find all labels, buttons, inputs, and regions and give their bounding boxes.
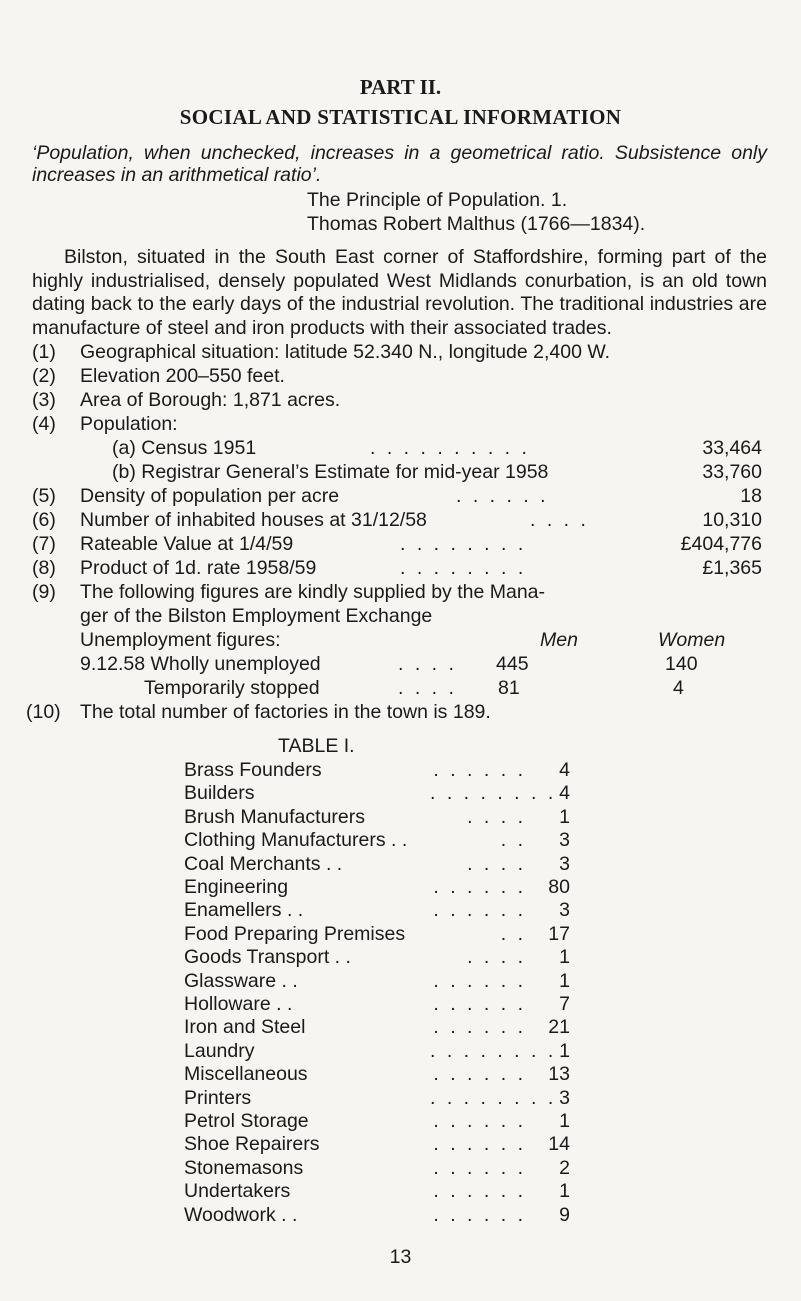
item-text: The total number of factories in the town is 189. xyxy=(80,701,491,723)
leader-dots: . . . . . . xyxy=(433,899,526,922)
leader-dots: . . . . . . xyxy=(433,1180,526,1203)
factory-count: 4 xyxy=(559,782,570,805)
factory-type: Woodwork . . xyxy=(184,1203,298,1226)
item-text: Number of inhabited houses at 31/12/58 xyxy=(80,509,427,531)
factory-count: 4 xyxy=(559,759,570,781)
factory-count: 1 xyxy=(559,946,570,969)
item-value: 18 xyxy=(740,485,762,507)
page-number: 13 xyxy=(389,1246,412,1268)
factory-count: 1 xyxy=(559,969,570,992)
row-label: Temporarily stopped xyxy=(144,677,320,699)
unemployment-label: Unemployment figures: xyxy=(80,629,281,651)
item-number: (1) xyxy=(32,341,56,363)
item-value: £1,365 xyxy=(702,557,762,579)
item-number: (3) xyxy=(32,389,56,411)
item-value: £404,776 xyxy=(680,533,762,555)
leader-dots: . . . . xyxy=(467,805,526,828)
leader-dots: . . xyxy=(500,922,526,945)
leader-dots: . . . . . . xyxy=(433,969,526,992)
item-value: 10,310 xyxy=(702,509,762,531)
epigraph-source-title: The Principle of Population. 1. xyxy=(307,189,568,211)
factory-count: 80 xyxy=(548,876,570,898)
item-number: (10) xyxy=(26,701,61,723)
factory-count: 3 xyxy=(559,852,570,875)
factory-type: Miscellaneous xyxy=(184,1063,308,1086)
item-number: (8) xyxy=(32,557,56,579)
item-number: (9) xyxy=(32,581,56,603)
factory-type: Glassware . . xyxy=(184,969,298,992)
factory-count: 3 xyxy=(559,899,570,922)
factory-count: 7 xyxy=(559,993,570,1015)
factory-type: Laundry xyxy=(184,1039,255,1062)
leader-dots: . . . . xyxy=(530,509,589,531)
item-text: The following figures are kindly supplied by the Mana- xyxy=(80,581,546,603)
factory-type: Iron and Steel xyxy=(184,1016,306,1039)
factory-count: 3 xyxy=(559,1086,570,1109)
item-text: (a) Census 1951 xyxy=(112,437,257,459)
leader-dots: . . . . . . . . xyxy=(430,1086,557,1109)
factory-type: Shoe Repairers xyxy=(184,1133,320,1156)
leader-dots: . . . . . . xyxy=(433,1063,526,1086)
item-text: Geographical situation: latitude 52.340 N., longitude 2,400 W. xyxy=(80,341,611,363)
factory-type: Holloware . . xyxy=(184,993,293,1015)
factory-count: 21 xyxy=(548,1016,570,1039)
item-value: 33,464 xyxy=(702,437,762,459)
epigraph-quote: ‘Population, when unchecked, increases in a geometrical ratio. Subsistence only increases in an arithmetical ratio’. xyxy=(32,142,767,186)
women-value: 140 xyxy=(665,653,698,675)
item-text: Elevation 200–550 feet. xyxy=(80,365,285,387)
factory-count: 1 xyxy=(559,1039,570,1062)
item-number: (7) xyxy=(32,533,56,555)
leader-dots: . . . . xyxy=(398,653,457,675)
leader-dots: . . . . . . . . xyxy=(430,1039,557,1062)
intro-paragraph: Bilston, situated in the South East corner of Staffordshire, forming part of the highly industrialised, densely populated West Midlands conurbation, is an old town dating back to the early days of the industrial revolution. The traditional industries are manufacture of steel and iron products with their associated trades. xyxy=(32,246,767,339)
factory-type: Enamellers . . xyxy=(184,899,304,922)
col-header-men: Men xyxy=(540,629,578,651)
leader-dots: . . . . . . xyxy=(433,1133,526,1156)
leader-dots: . . . . . . xyxy=(433,1110,526,1132)
factory-type: Printers xyxy=(184,1086,252,1109)
item-text: Product of 1d. rate 1958/59 xyxy=(80,557,317,579)
factory-type: Builders xyxy=(184,782,255,805)
leader-dots: . . . . . . . . xyxy=(430,782,557,805)
leader-dots: . . . . xyxy=(467,946,526,969)
leader-dots: . . . . . . xyxy=(433,1203,526,1226)
row-label: 9.12.58 Wholly unemployed xyxy=(80,653,321,675)
leader-dots: . . xyxy=(500,829,526,852)
factory-type: Petrol Storage xyxy=(184,1110,309,1132)
item-text: Area of Borough: 1,871 acres. xyxy=(80,389,341,411)
factory-count: 14 xyxy=(548,1133,570,1156)
page-title: SOCIAL AND STATISTICAL INFORMATION xyxy=(179,105,622,129)
item-text: (b) Registrar General’s Estimate for mid-year 1958 xyxy=(112,461,549,483)
factory-type: Clothing Manufacturers . . xyxy=(184,829,408,852)
col-header-women: Women xyxy=(658,629,726,651)
item-text: Rateable Value at 1/4/59 xyxy=(80,533,294,555)
leader-dots: . . . . . . . . . . xyxy=(370,437,530,459)
item-number: (4) xyxy=(32,413,56,435)
factory-type: Brass Founders xyxy=(184,759,322,781)
item-text: ger of the Bilston Employment Exchange xyxy=(80,605,433,627)
leader-dots: . . . . . . . . xyxy=(400,533,527,555)
item-number: (2) xyxy=(32,365,56,387)
leader-dots: . . . . xyxy=(398,677,457,699)
factory-type: Engineering xyxy=(184,876,289,898)
item-number: (5) xyxy=(32,485,56,507)
factory-count: 1 xyxy=(559,805,570,828)
leader-dots: . . . . . . xyxy=(433,993,526,1015)
leader-dots: . . . . . . . . xyxy=(400,557,527,579)
leader-dots: . . . . . . xyxy=(433,1016,526,1039)
leader-dots: . . . . . . xyxy=(433,1156,526,1179)
factory-count: 2 xyxy=(559,1156,570,1179)
factory-count: 1 xyxy=(559,1110,570,1132)
factory-type: Goods Transport . . xyxy=(184,946,351,969)
leader-dots: . . . . . . xyxy=(433,759,526,781)
factory-type: Food Preparing Premises xyxy=(184,922,406,945)
factory-count: 3 xyxy=(559,829,570,852)
epigraph-source-author: Thomas Robert Malthus (1766—1834). xyxy=(307,213,646,235)
men-value: 445 xyxy=(496,653,529,675)
leader-dots: . . . . . . xyxy=(456,485,549,507)
leader-dots: . . . . . . xyxy=(433,876,526,898)
leader-dots: . . . . xyxy=(467,852,526,875)
factory-type: Undertakers xyxy=(184,1180,291,1203)
factory-count: 1 xyxy=(559,1180,570,1203)
table-title: TABLE I. xyxy=(278,735,355,757)
item-value: 33,760 xyxy=(702,461,762,483)
item-text: Density of population per acre xyxy=(80,485,340,507)
factory-count: 13 xyxy=(548,1063,570,1086)
item-number: (6) xyxy=(32,509,56,531)
part-heading: PART II. xyxy=(359,75,442,99)
factory-type: Stonemasons xyxy=(184,1156,304,1179)
item-text: Population: xyxy=(80,413,178,435)
women-value: 4 xyxy=(673,677,684,699)
factory-count: 17 xyxy=(548,922,570,945)
factory-type: Coal Merchants . . xyxy=(184,852,343,875)
factory-count: 9 xyxy=(559,1203,570,1226)
factory-type: Brush Manufacturers xyxy=(184,805,365,828)
men-value: 81 xyxy=(498,677,520,699)
